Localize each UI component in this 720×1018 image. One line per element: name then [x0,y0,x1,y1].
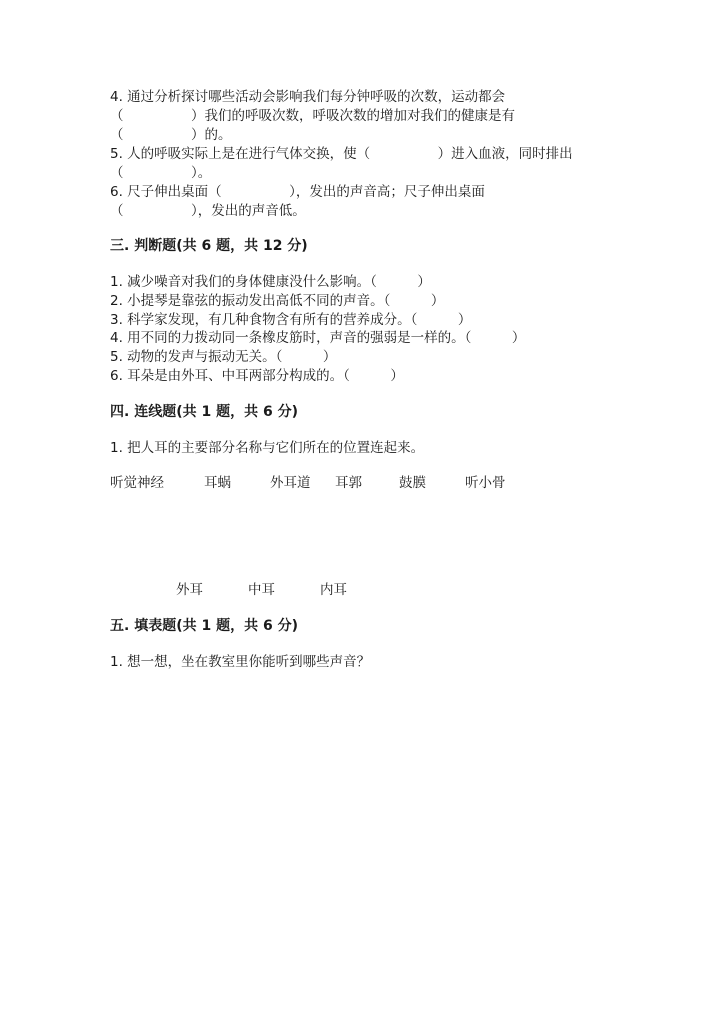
judge-item-3: 3. 科学家发现，有几种食物含有所有的营养成分。（ ） [110,312,472,328]
judge-item-4: 4. 用不同的力拨动同一条橡皮筋时，声音的强弱是一样的。（ ） [110,330,526,346]
question-4-line-1: 4. 通过分析探讨哪些活动会影响我们每分钟呼吸的次数，运动都会 [110,89,506,105]
match-target-middle-ear: 中耳 [248,582,275,598]
match-word-auditory-nerve: 听觉神经 [110,475,164,491]
table-question: 1. 想一想，坐在教室里你能听到哪些声音？ [110,654,371,670]
question-5-line-1: 5. 人的呼吸实际上是在进行气体交换，使（ ）进入血液，同时排出 [110,146,573,162]
match-word-auricle: 耳郭 [335,475,362,491]
match-target-outer-ear: 外耳 [176,582,203,598]
question-6-line-2: （ ），发出的声音低。 [110,203,306,219]
match-word-ossicles: 听小骨 [465,475,506,491]
match-word-cochlea: 耳蜗 [204,475,231,491]
judge-item-1: 1. 减少噪音对我们的身体健康没什么影响。（ ） [110,274,431,290]
section-5-title: 五. 填表题(共 1 题，共 6 分) [110,618,298,634]
judge-item-2: 2. 小提琴是靠弦的振动发出高低不同的声音。（ ） [110,293,445,309]
matching-question: 1. 把人耳的主要部分名称与它们所在的位置连起来。 [110,440,425,456]
section-3-title: 三. 判断题(共 6 题，共 12 分) [110,238,308,254]
question-4-line-3: （ ）的。 [110,127,232,143]
question-6-line-1: 6. 尺子伸出桌面（ ），发出的声音高；尺子伸出桌面 [110,184,485,200]
match-target-inner-ear: 内耳 [320,582,347,598]
judge-item-6: 6. 耳朵是由外耳、中耳两部分构成的。（ ） [110,368,404,384]
section-4-title: 四. 连线题(共 1 题，共 6 分) [110,404,298,420]
match-word-ear-canal: 外耳道 [270,475,311,491]
question-5-line-2: （ ）。 [110,165,212,181]
judge-item-5: 5. 动物的发声与振动无关。（ ） [110,349,337,365]
match-word-eardrum: 鼓膜 [399,475,426,491]
question-4-line-2: （ ）我们的呼吸次数，呼吸次数的增加对我们的健康是有 [110,108,515,124]
